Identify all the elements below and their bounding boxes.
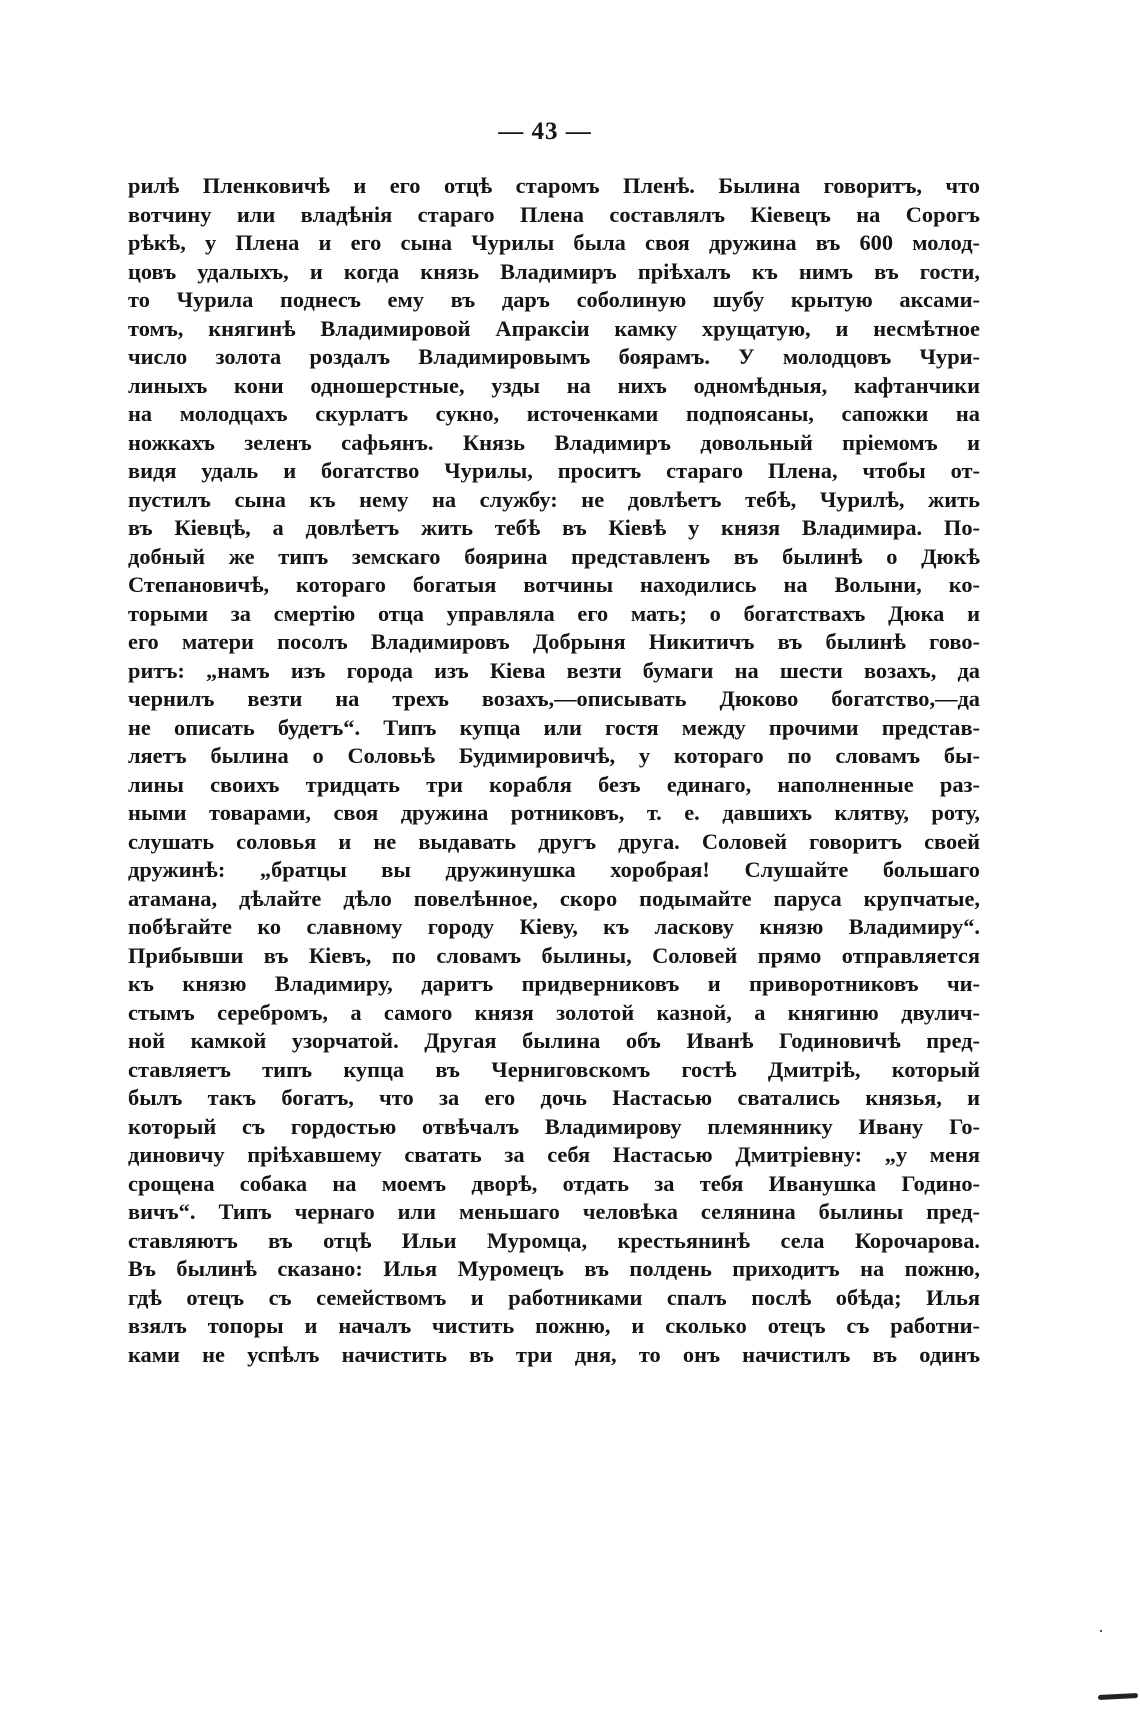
text-line: слушать соловья и не выдавать другъ друга. Соловей говоритъ своей [128, 828, 980, 854]
text-line: чернилъ везти на трехъ возахъ,—описывать Дюково богатство,—да [128, 686, 980, 711]
text-line: рилѣ Пленковичѣ и его отцѣ старомъ Пленѣ. Былина говоритъ, что [128, 173, 980, 198]
text-line: рѣкѣ, у Плена и его сына Чурилы была своя дружина въ 600 молод- [128, 230, 980, 255]
text-line: пустилъ сына къ нему на службу: не довлѣетъ тебѣ, Чурилѣ, жить [128, 486, 980, 512]
text-line: ножкахъ зеленъ сафьянъ. Князь Владимиръ довольный пріемомъ и [128, 429, 980, 455]
text-line: къ князю Владимиру, даритъ придверниковъ и приворотниковъ чи- [128, 971, 980, 996]
text-line: въ Кіевцѣ, а довлѣетъ жить тебѣ въ Кіевѣ у князя Владимира. По- [128, 515, 980, 540]
text-line: ставляютъ въ отцѣ Ильи Муромца, крестьянинѣ села Корочарова. [128, 1227, 980, 1253]
text-line: добный же типъ земскаго боярина представленъ въ былинѣ о Дюкѣ [128, 543, 980, 569]
scan-speck [1100, 1630, 1102, 1632]
text-line: диновичу пріѣхавшему сватать за себя Настасью Дмитріевну: „у меня [128, 1142, 980, 1167]
text-line: ками не успѣлъ начистить въ три дня, то онъ начистилъ въ одинъ [128, 1341, 980, 1367]
body-text [128, 172, 980, 1369]
text-line: Прибывши въ Кіевъ, по словамъ былины, Соловей прямо отправляется [128, 942, 980, 968]
text-line: ритъ: „намъ изъ города изъ Кіева везти бумаги на шести возахъ, да [128, 657, 980, 683]
text-line: ставляетъ типъ купца въ Черниговскомъ гостѣ Дмитріѣ, который [128, 1056, 980, 1082]
text-line: стымъ серебромъ, а самого князя золотой казной, а княгиню двулич- [128, 999, 980, 1025]
text-line: томъ, княгинѣ Владимировой Апраксіи камку хрущатую, и несмѣтное [128, 315, 980, 341]
text-line: Въ былинѣ сказано: Илья Муромецъ въ полдень приходитъ на пожню, [128, 1256, 980, 1281]
text-line: на молодцахъ скурлатъ сукно, источенками подпоясаны, сапожки на [128, 401, 980, 426]
text-line: вотчину или владѣнія стараго Плена составлялъ Кіевецъ на Сорогъ [128, 201, 980, 227]
text-line: срощена собака на моемъ дворѣ, отдать за тебя Иванушка Годино- [128, 1170, 980, 1196]
text-line: дружинѣ: „братцы вы дружинушка хоробрая! Слушайте большаго [128, 857, 980, 882]
text-line: его матери посолъ Владимировъ Добрыня Никитичъ въ былинѣ гово- [128, 629, 980, 654]
scan-edge-mark [1098, 1693, 1138, 1700]
text-line: побѣгайте ко славному городу Кіеву, къ ласкову князю Владимиру“. [128, 914, 980, 939]
text-line: Степановичѣ, котораго богатыя вотчины находились на Волыни, ко- [128, 572, 980, 597]
text-line: цовъ удалыхъ, и когда князь Владимиръ пріѣхалъ къ нимъ въ гости, [128, 258, 980, 284]
text-line: гдѣ отецъ съ семействомъ и работниками спалъ послѣ обѣда; Илья [128, 1284, 980, 1310]
text-line: ными товарами, своя дружина ротниковъ, т. е. давшихъ клятву, роту, [128, 800, 980, 825]
page-number: — 43 — [498, 118, 592, 145]
text-line: не описать будетъ“. Типъ купца или гостя между прочими представ- [128, 714, 980, 740]
text-line: видя удаль и богатство Чурилы, проситъ стараго Плена, чтобы от- [128, 458, 980, 483]
text-line: ной камкой узорчатой. Другая былина объ Иванѣ Годиновичѣ пред- [128, 1028, 980, 1053]
text-line: торыми за смертію отца управляла его мать; о богатствахъ Дюка и [128, 600, 980, 626]
text-line: линыхъ кони одношерстные, узды на нихъ одномѣдныя, кафтанчики [128, 372, 980, 398]
text-line: атамана, дѣлайте дѣло повелѣнное, скоро подымайте паруса крупчатые, [128, 885, 980, 911]
text-line: лины своихъ тридцать три корабля безъ единаго, наполненные раз- [128, 771, 980, 797]
text-line: то Чурила поднесъ ему въ даръ соболиную шубу крытую аксами- [128, 287, 980, 312]
text-line: который съ гордостью отвѣчалъ Владимирову племяннику Ивану Го- [128, 1113, 980, 1139]
text-line: былъ такъ богатъ, что за его дочь Настасью сватались князья, и [128, 1085, 980, 1110]
text-line: вичъ“. Типъ чернаго или меньшаго человѣка селянина былины пред- [128, 1199, 980, 1224]
text-line: взялъ топоры и началъ чистить пожню, и сколько отецъ съ работни- [128, 1313, 980, 1338]
text-line: число золота роздалъ Владимировымъ боярамъ. У молодцовъ Чури- [128, 344, 980, 369]
text-line: ляетъ былина о Соловьѣ Будимировичѣ, у котораго по словамъ бы- [128, 743, 980, 768]
